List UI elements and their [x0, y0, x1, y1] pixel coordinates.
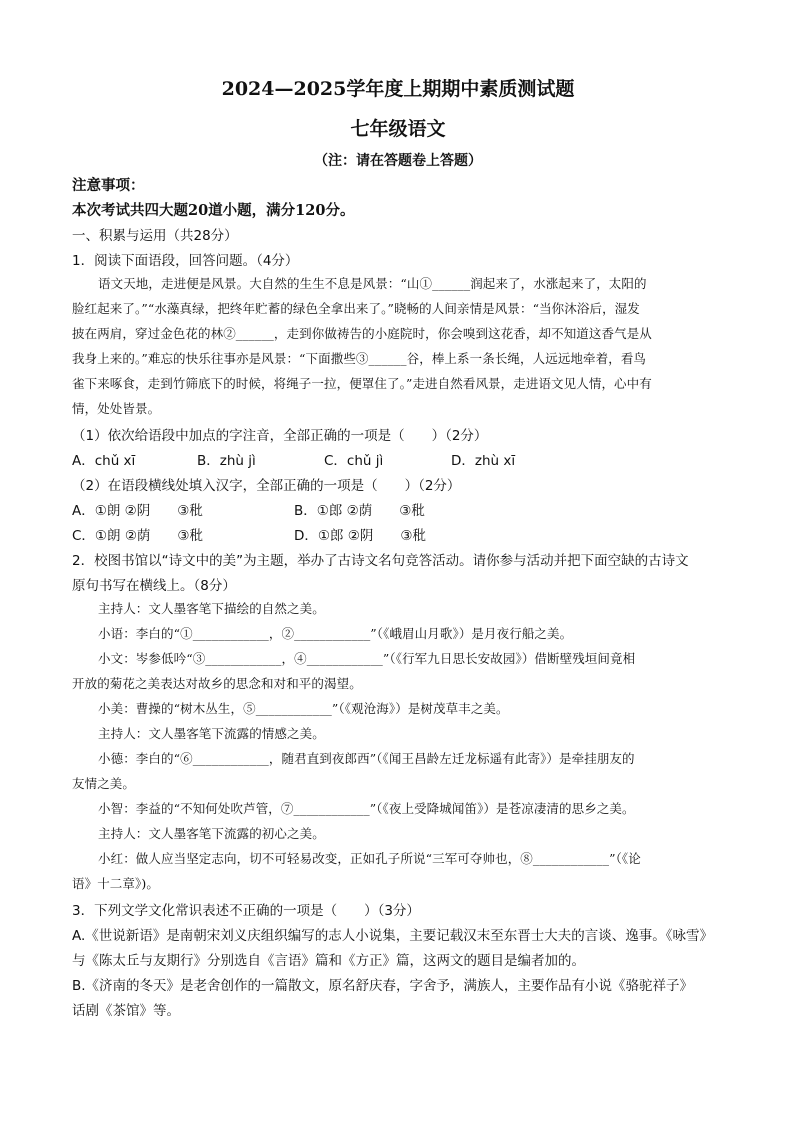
section1-heading: 一、积累与运用（共28分） [72, 228, 238, 244]
option-c[interactable]: C．①朗 ②荫 ③秕 [72, 528, 204, 544]
q2-line: 语》十二章》)。 [72, 876, 159, 891]
q2-line: 小智：李益的“不知何处吹芦管，⑦____________”（《夜上受降城闻笛》）是苍凉凄清的思乡之美。 [98, 801, 635, 816]
q3-option-a[interactable]: A.《世说新语》是南朝宋刘义庆组织编写的志人小说集，主要记载汉末至东晋士大夫的言谈、逸事。《咏雪》 [72, 928, 714, 944]
subject-title: 七年级语文 [350, 118, 446, 140]
q2-line: 小文：岑参低吟“③____________，④____________”（《行军九日思长安故园》）借断壁残垣间竟相 [98, 651, 636, 666]
q2-line: 开放的菊花之美表达对故乡的思念和对和平的渴望。 [72, 676, 362, 691]
q2-line: 小德：李白的“⑥____________，随君直到夜郎西”（《闻王昌龄左迁龙标遥有此寄》）是牵挂朋友的 [98, 751, 635, 766]
answer-note: （注：请在答题卷上答题） [314, 153, 482, 169]
q2-line: 小红：做人应当坚定志向，切不可轻易改变，正如孔子所说“三军可夺帅也，⑧____________”（《论 [98, 851, 641, 866]
exam-title: 2024—2025学年度上期期中素质测试题 [221, 78, 575, 100]
passage-line: 披在两肩，穿过金色花的林②______，走到你做祷告的小庭院时，你会嗅到这花香，却不知道这香气是从 [72, 326, 652, 341]
notice-heading: 注意事项： [72, 177, 145, 194]
q2-line: 小美：曹操的“树木丛生，⑤____________”（《观沧海》）是树茂草丰之美。 [98, 701, 509, 716]
q3-stem: 3．下列文学文化常识表述不正确的一项是（ ）（3分） [72, 903, 420, 919]
q1-sub1-options [72, 449, 724, 469]
option-c[interactable]: C．chǔ jì [324, 453, 384, 469]
q2-line: 主持人：文人墨客笔下流露的初心之美。 [98, 826, 325, 841]
q1-sub2-options-row1 [72, 499, 724, 519]
option-d[interactable]: D．zhù xī [451, 453, 516, 469]
q2-stem-line1: 2．校图书馆以“诗文中的美”为主题，举办了古诗文名句竞答活动。请你参与活动并把下面空缺的古诗文 [72, 553, 689, 569]
option-b[interactable]: B．①郎 ②荫 ③秕 [294, 503, 425, 519]
q3-option-a-cont: 与《陈太丘与友期行》分别选自《言语》篇和《方正》篇，这两文的题目是编者加的。 [72, 953, 585, 969]
q1-sub2-options-row2 [72, 524, 724, 544]
option-a[interactable]: A．①朗 ②阴 ③秕 [72, 503, 203, 519]
q1-sub1-stem: （1）依次给语段中加点的字注音，全部正确的一项是（ ）（2分） [72, 428, 488, 444]
passage-line: 脸红起来了。”“水藻真绿，把终年贮蓄的绿色全拿出来了。”晓畅的人间亲情是风景：“当你沐浴后，湿发 [72, 301, 640, 316]
q1-sub2-stem: （2）在语段横线处填入汉字，全部正确的一项是（ ）（2分） [72, 478, 461, 494]
q3-option-b-cont: 话剧《茶馆》等。 [72, 1003, 180, 1019]
option-d[interactable]: D．①郎 ②阴 ③秕 [294, 528, 426, 544]
option-a[interactable]: A．chǔ xī [72, 453, 136, 469]
q3-option-b[interactable]: B.《济南的冬天》是老舍创作的一篇散文，原名舒庆春，字舍予，满族人，主要作品有小说《骆驼祥子》 [72, 978, 694, 994]
q2-line: 友情之美。 [72, 776, 136, 791]
passage-line: 语文天地，走进便是风景。大自然的生生不息是风景：“山①______润起来了，水涨起来了，太阳的 [98, 276, 647, 291]
passage-line: 雀下来啄食，走到竹筛底下的时候，将绳子一拉，便罩住了。”走进自然看风景，走进语文见人情，心中有 [72, 376, 652, 391]
q2-stem-line2: 原句书写在横线上。（8分） [72, 578, 236, 594]
q2-line: 主持人：文人墨客笔下流露的情感之美。 [98, 726, 325, 741]
passage-line: 情，处处皆景。 [72, 401, 161, 416]
option-b[interactable]: B．zhù jì [197, 453, 256, 469]
q2-line: 主持人：文人墨客笔下描绘的自然之美。 [98, 601, 325, 616]
q2-line: 小语：李白的“①____________，②____________”（《峨眉山月歌》）是月夜行船之美。 [98, 626, 573, 641]
q1-stem: 1．阅读下面语段，回答问题。（4分） [72, 253, 299, 269]
passage-line: 我身上来的。”难忘的快乐往事亦是风景：“下面撒些③______谷，棒上系一条长绳，人远远地牵着，看鸟 [72, 351, 647, 366]
notice-content: 本次考试共四大题20道小题，满分120分。 [72, 202, 355, 219]
